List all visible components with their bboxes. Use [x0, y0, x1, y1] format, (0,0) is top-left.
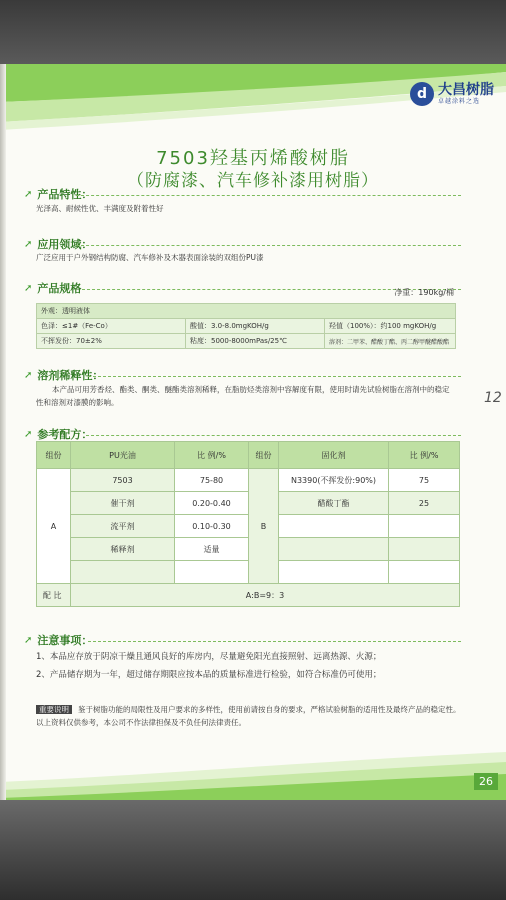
dilution-text: 本产品可用芳香烃、酯类、酮类、醚酯类溶剂稀释，在脂肪烃类溶剂中容解度有限，使用时请先试验树脂在溶剂中的稳定性和溶剂对漆膜的影响。 — [36, 385, 450, 407]
brand-tagline: 卓越涂料之选 — [438, 97, 481, 105]
formula-b-empty — [279, 538, 389, 561]
spec-table — [36, 303, 456, 349]
formula-a-empty — [71, 561, 175, 584]
section-divider — [86, 435, 461, 436]
note-item-1: 1、本品应存放于阴凉干燥且通风良好的库房内，尽量避免阳光直接照射、远离热源、火源； — [36, 652, 382, 662]
section-divider — [76, 195, 461, 196]
section-features-heading: ➚ 产品特性： — [24, 188, 93, 201]
formula-a-ratio: 适量 — [175, 538, 249, 561]
formula-ratio-value: A:B=9：3 — [71, 584, 460, 607]
spec-viscosity: 粘度：5000-8000mPas/25℃ — [186, 334, 325, 349]
formula-b-empty — [279, 561, 389, 584]
formula-b-item: N3390(不挥发份:90%) — [279, 469, 389, 492]
disclaimer-badge: 重要说明 — [36, 705, 72, 714]
formula-b-empty — [389, 561, 460, 584]
section-divider — [88, 641, 461, 642]
brochure-page — [0, 64, 506, 804]
net-weight: 净重：190kg/桶 — [394, 288, 454, 297]
formula-header-hardener: 固化剂 — [279, 442, 389, 469]
formula-header-group-b: 组份 — [249, 442, 279, 469]
page-number: 26 — [474, 773, 498, 790]
section-arrow-icon: ➚ — [24, 369, 33, 381]
formula-a-ratio: 0.20-0.40 — [175, 492, 249, 515]
disclaimer-line-1: 鉴于树脂功能的局限性及用户要求的多样性，使用前请按自身的要求，严格试验树脂的适用性及最终产品的稳定性。 — [78, 705, 461, 714]
product-subtitle: （防腐漆、汽车修补漆用树脂） — [127, 171, 379, 191]
formula-a-item: 催干剂 — [71, 492, 175, 515]
brand-logo — [410, 82, 494, 106]
formula-ratio-label: 配 比 — [37, 584, 71, 607]
section-arrow-icon: ➚ — [24, 282, 33, 294]
formula-a-empty — [175, 561, 249, 584]
formula-header-pu-varnish: PU光油 — [71, 442, 175, 469]
section-arrow-icon: ➚ — [24, 428, 33, 440]
footer-wave-band — [0, 752, 506, 804]
section-arrow-icon: ➚ — [24, 634, 33, 646]
logo-mark-icon: d — [410, 82, 434, 106]
photo-background-bottom — [0, 800, 506, 900]
product-title: 7503羟基丙烯酸树脂 — [156, 148, 350, 169]
section-arrow-icon: ➚ — [24, 188, 33, 200]
handwritten-note: 12 — [484, 390, 502, 406]
formula-table — [36, 441, 460, 607]
formula-b-ratio: 75 — [389, 469, 460, 492]
formula-group-a: A — [37, 469, 71, 584]
features-text: 光泽高、耐候性优、丰满度及附着性好 — [36, 204, 164, 213]
note-item-2: 2、产品储存期为一年，超过储存期限应按本品的质量标准进行检验，如符合标准仍可使用； — [36, 670, 382, 680]
formula-b-empty — [279, 515, 389, 538]
disclaimer — [36, 703, 466, 729]
formula-a-ratio: 75-80 — [175, 469, 249, 492]
formula-a-ratio: 0.10-0.30 — [175, 515, 249, 538]
formula-a-item: 流平剂 — [71, 515, 175, 538]
brand-name: 大昌树脂 — [438, 81, 494, 98]
formula-b-empty — [389, 538, 460, 561]
formula-group-b: B — [249, 469, 279, 584]
applications-text: 广泛应用于户外钢结构防腐、汽车修补及木器表面涂装的双组份PU漆 — [36, 253, 264, 262]
formula-a-item: 7503 — [71, 469, 175, 492]
section-formula-heading: ➚ 参考配方： — [24, 428, 93, 441]
page-binding-edge — [0, 64, 6, 804]
spec-acid-value: 酸值：3.0-8.0mgKOH/g — [186, 319, 325, 334]
section-divider — [76, 245, 461, 246]
spec-solvent: 溶剂：二甲苯、醋酸丁酯、丙二醇甲醚醋酸酯 — [325, 334, 456, 349]
formula-a-item: 稀释剂 — [71, 538, 175, 561]
section-dilution-heading: ➚ 溶剂稀释性： — [24, 369, 104, 382]
section-specs-heading: ➚ 产品规格 — [24, 282, 82, 295]
disclaimer-line-2: 以上资料仅供参考，本公司不作法律担保及不负任何法律责任。 — [36, 718, 246, 727]
spec-hydroxyl-value: 羟值（100%）：约100 mgKOH/g — [325, 319, 456, 334]
section-applications-heading: ➚ 应用领域： — [24, 238, 93, 251]
section-notes-heading: ➚ 注意事项： — [24, 634, 93, 647]
formula-b-item: 醋酸丁酯 — [279, 492, 389, 515]
spec-solids: 不挥发份：70±2% — [37, 334, 186, 349]
spec-appearance: 外观：透明液体 — [37, 304, 456, 319]
formula-header-group-a: 组份 — [37, 442, 71, 469]
section-divider — [88, 376, 461, 377]
formula-b-ratio: 25 — [389, 492, 460, 515]
section-arrow-icon: ➚ — [24, 238, 33, 250]
photo-background-top — [0, 0, 506, 64]
formula-header-ratio-a: 比 例/% — [175, 442, 249, 469]
spec-color: 色泽：≤1#（Fe-Co） — [37, 319, 186, 334]
formula-header-ratio-b: 比 例/% — [389, 442, 460, 469]
formula-b-empty — [389, 515, 460, 538]
